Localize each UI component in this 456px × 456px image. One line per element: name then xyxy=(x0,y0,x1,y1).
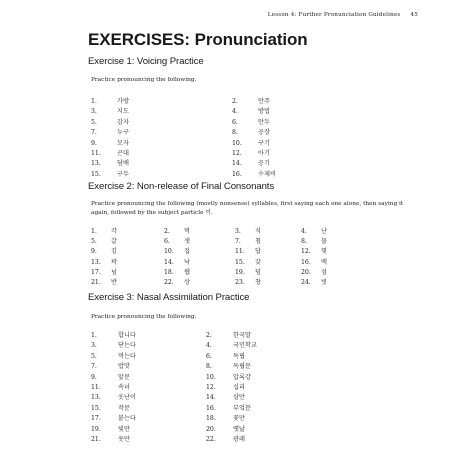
item-word: 상 xyxy=(184,279,190,286)
item-word: 첨 xyxy=(255,238,261,246)
item-word: 섬 xyxy=(321,268,327,276)
item-word: 지도 xyxy=(117,108,129,116)
item-number: 4. xyxy=(206,342,212,350)
item-word: 먹는다 xyxy=(118,352,136,360)
item-number: 5. xyxy=(91,352,97,360)
item-number: 13. xyxy=(91,160,101,168)
item-number: 22. xyxy=(164,279,174,286)
item-word: 난 xyxy=(321,228,327,235)
item-word: 반 xyxy=(111,279,117,286)
item-word: 먹 xyxy=(184,228,190,235)
item-word: 넘 xyxy=(111,268,117,276)
item-number: 6. xyxy=(164,238,170,246)
item-word: 빛만 xyxy=(118,425,130,433)
item-word: 몇 xyxy=(321,248,327,256)
item-number: 16. xyxy=(301,258,311,266)
item-word: 만두 xyxy=(258,118,270,126)
item-word: 작문 xyxy=(118,404,130,412)
item-word: 각 xyxy=(111,228,117,235)
item-word: 옷난이 xyxy=(118,394,136,402)
item-word: 맥 xyxy=(321,258,327,266)
item-word: 밥맛 xyxy=(118,363,130,371)
item-number: 2. xyxy=(232,98,238,105)
item-number: 3. xyxy=(91,342,97,350)
item-number: 20. xyxy=(206,425,216,433)
item-word: 답 xyxy=(255,248,261,256)
item-word: 구기 xyxy=(258,139,270,147)
item-number: 18. xyxy=(206,415,216,423)
item-number: 5. xyxy=(91,118,97,126)
item-word: 덤 xyxy=(255,268,261,276)
item-number: 15. xyxy=(235,258,245,266)
item-word: 물 xyxy=(321,238,327,246)
item-word: 웃만 xyxy=(118,436,130,443)
exercise-1-instruction: Practice pronouncing the following. xyxy=(91,77,197,83)
item-word: 수제비 xyxy=(258,170,276,178)
running-header xyxy=(268,12,418,18)
item-number: 1. xyxy=(91,228,97,235)
item-word: 공장 xyxy=(258,129,270,137)
item-word: 샛 xyxy=(184,238,190,246)
item-word: 낙 xyxy=(184,258,190,266)
item-number: 6. xyxy=(206,352,212,360)
item-number: 9. xyxy=(91,248,97,256)
item-number: 14. xyxy=(232,160,242,168)
item-number: 16. xyxy=(232,170,242,178)
item-word: 만주 xyxy=(258,98,270,105)
item-word: 합니다 xyxy=(118,332,136,339)
item-word: 곽 xyxy=(111,258,117,266)
item-number: 12. xyxy=(206,384,216,391)
running-title: Lesson 4: Further Pronunciation Guidelines xyxy=(267,12,401,18)
item-number: 9. xyxy=(91,139,97,147)
item-number: 22. xyxy=(206,436,216,443)
item-word: 아기 xyxy=(258,150,270,157)
item-number: 17. xyxy=(91,268,101,276)
item-number: 14. xyxy=(206,394,216,402)
item-number: 11. xyxy=(91,150,101,157)
item-number: 13. xyxy=(91,394,101,402)
exercise-3-heading: Exercise 3: Nasal Assimilation Practice xyxy=(88,292,250,303)
item-number: 15. xyxy=(91,404,101,412)
item-number: 12. xyxy=(301,248,311,256)
item-word: 빗 xyxy=(321,279,327,286)
item-number: 6. xyxy=(232,118,238,126)
item-number: 10. xyxy=(206,373,216,381)
item-word: 닫는다 xyxy=(118,342,136,350)
item-number: 4. xyxy=(301,228,307,235)
item-word: 방법 xyxy=(258,108,270,116)
item-word: 가방 xyxy=(117,98,129,105)
item-number: 3. xyxy=(235,228,241,235)
item-number: 9. xyxy=(91,373,97,381)
item-word: 웹 xyxy=(184,268,190,276)
item-number: 17. xyxy=(91,415,101,423)
page-number: 45 xyxy=(410,12,418,18)
page-title: EXERCISES: Pronunciation xyxy=(88,30,308,49)
item-word: 삼만 xyxy=(233,394,245,402)
item-word: 광래 xyxy=(233,436,245,443)
item-word: 꽃만 xyxy=(233,415,245,423)
item-number: 7. xyxy=(235,238,241,246)
item-word: 십리 xyxy=(233,384,245,391)
item-word: 독립 xyxy=(233,352,245,360)
item-number: 11. xyxy=(91,384,101,391)
item-word: 공기 xyxy=(258,160,270,168)
item-number: 12. xyxy=(232,150,242,157)
exercise-1-heading: Exercise 1: Voicing Practice xyxy=(88,56,204,67)
item-word: 집 xyxy=(184,248,190,256)
item-number: 13. xyxy=(91,258,101,266)
item-number: 11. xyxy=(235,248,245,256)
item-word: 갈 xyxy=(111,238,117,246)
item-number: 23. xyxy=(235,279,245,286)
item-number: 8. xyxy=(232,129,238,137)
item-number: 15. xyxy=(91,170,101,178)
item-number: 14. xyxy=(164,258,174,266)
item-word: 압록강 xyxy=(233,373,251,381)
item-number: 21. xyxy=(91,436,101,443)
item-word: 감자 xyxy=(117,118,129,126)
exercise-3-instruction: Practice pronouncing the following. xyxy=(91,314,197,320)
item-word: 모자 xyxy=(117,139,129,147)
item-number: 3. xyxy=(91,108,97,116)
item-word: 앞문 xyxy=(118,373,130,381)
item-number: 8. xyxy=(206,363,212,371)
item-word: 담배 xyxy=(117,160,129,168)
item-number: 16. xyxy=(206,404,216,412)
item-word: 창 xyxy=(255,279,261,286)
item-number: 24. xyxy=(301,279,311,286)
item-word: 구두 xyxy=(117,170,129,178)
item-number: 2. xyxy=(164,228,170,235)
exercise-2-heading: Exercise 2: Non-release of Final Consonants xyxy=(88,181,275,192)
item-number: 2. xyxy=(206,332,212,339)
item-number: 1. xyxy=(91,332,97,339)
item-number: 7. xyxy=(91,363,97,371)
item-word: 붙는다 xyxy=(118,415,136,423)
item-word: 옛날 xyxy=(233,425,245,433)
item-word: 곤대 xyxy=(117,150,129,157)
item-number: 18. xyxy=(164,268,174,276)
item-word: 한국말 xyxy=(233,332,251,339)
item-word: 갖 xyxy=(255,258,261,266)
item-number: 8. xyxy=(301,238,307,246)
item-number: 5. xyxy=(91,238,97,246)
item-word: 독립문 xyxy=(233,363,251,371)
item-word: 식 xyxy=(255,228,261,235)
item-number: 7. xyxy=(91,129,97,137)
exercise-2-instruction: Practice pronouncing the following (mostly nonsense) syllables, first saying each one alone, then saying it again, followed by the subject particle 이. xyxy=(91,201,404,216)
item-word: 속녀 xyxy=(118,384,130,391)
item-number: 21. xyxy=(91,279,101,286)
item-number: 19. xyxy=(235,268,245,276)
item-number: 4. xyxy=(232,108,238,116)
item-word: 국민학교 xyxy=(233,342,257,350)
item-word: 누구 xyxy=(117,129,129,137)
item-number: 19. xyxy=(91,425,101,433)
item-number: 10. xyxy=(164,248,174,256)
item-word: 부엌문 xyxy=(233,404,251,412)
item-number: 1. xyxy=(91,98,97,105)
item-number: 10. xyxy=(232,139,242,147)
item-word: 김 xyxy=(111,248,117,256)
item-number: 20. xyxy=(301,268,311,276)
